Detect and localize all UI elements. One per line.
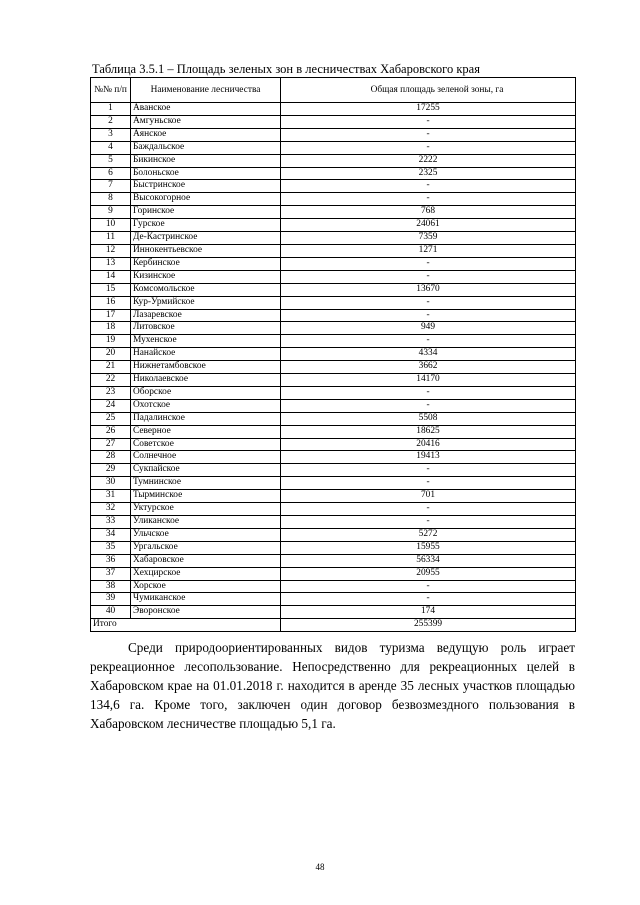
table-row [91,580,576,593]
green-zone-area: - [281,516,576,529]
green-zone-area: 7359 [281,232,576,245]
forestry-name: Ургальское [131,541,281,554]
green-zone-area: 20416 [281,438,576,451]
forestry-name: Высокогорное [131,193,281,206]
forestry-name: Нижнетамбовское [131,361,281,374]
table-row [91,412,576,425]
green-zone-area: - [281,270,576,283]
total-label: Итого [91,619,281,632]
total-area: 255399 [281,619,576,632]
forestry-name: Де-Кастринское [131,232,281,245]
forestry-name: Тырминское [131,490,281,503]
forestry-name: Комсомольское [131,283,281,296]
row-number: 39 [91,593,131,606]
table-row [91,541,576,554]
row-number: 35 [91,541,131,554]
green-zone-area: - [281,180,576,193]
forestry-name: Кизинское [131,270,281,283]
row-number: 20 [91,348,131,361]
table-row [91,283,576,296]
green-zone-area: 949 [281,322,576,335]
forestry-name: Уликанское [131,516,281,529]
green-zone-area: - [281,580,576,593]
green-zone-area: - [281,309,576,322]
page-number: 48 [315,862,325,872]
row-number: 38 [91,580,131,593]
green-zone-area: - [281,128,576,141]
row-number: 21 [91,361,131,374]
forestry-name: Амгуньское [131,115,281,128]
table-row [91,193,576,206]
green-zone-area: 19413 [281,451,576,464]
row-number: 26 [91,425,131,438]
forestry-name: Нанайское [131,348,281,361]
header-area: Общая площадь зеленой зоны, га [281,78,576,103]
green-zone-area: 14170 [281,374,576,387]
header-name: Наименование лесничества [131,78,281,103]
forestry-name: Хорское [131,580,281,593]
table-row [91,270,576,283]
row-number: 8 [91,193,131,206]
forestry-name: Сукпайское [131,464,281,477]
row-number: 22 [91,374,131,387]
table-row [91,257,576,270]
row-number: 12 [91,244,131,257]
green-zone-area: 4334 [281,348,576,361]
forestry-name: Бикинское [131,154,281,167]
table-row [91,503,576,516]
row-number: 14 [91,270,131,283]
green-zone-area: - [281,115,576,128]
table-row [91,103,576,116]
table-row [91,606,576,619]
forestry-name: Оборское [131,386,281,399]
table-row [91,206,576,219]
row-number: 10 [91,219,131,232]
row-number: 25 [91,412,131,425]
forestry-name: Северное [131,425,281,438]
forestry-name: Уктурское [131,503,281,516]
green-zone-area: - [281,503,576,516]
row-number: 31 [91,490,131,503]
forestry-name: Охотское [131,399,281,412]
green-zone-area: - [281,193,576,206]
table-row [91,348,576,361]
forestry-name: Падалинское [131,412,281,425]
green-zones-table [90,77,576,632]
table-row [91,554,576,567]
green-zone-area: 20955 [281,567,576,580]
row-number: 28 [91,451,131,464]
row-number: 33 [91,516,131,529]
green-zone-area: - [281,296,576,309]
forestry-name: Горинское [131,206,281,219]
table-row [91,296,576,309]
row-number: 16 [91,296,131,309]
table-row [91,180,576,193]
row-number: 23 [91,386,131,399]
table-row [91,477,576,490]
table-row [91,322,576,335]
table-row [91,219,576,232]
row-number: 7 [91,180,131,193]
forestry-name: Николаевское [131,374,281,387]
row-number: 9 [91,206,131,219]
table-row [91,593,576,606]
forestry-name: Солнечное [131,451,281,464]
table-row [91,374,576,387]
row-number: 2 [91,115,131,128]
row-number: 6 [91,167,131,180]
green-zone-area: 768 [281,206,576,219]
green-zone-area: 56334 [281,554,576,567]
green-zone-area: 15955 [281,541,576,554]
table-row [91,335,576,348]
green-zone-area: 17255 [281,103,576,116]
green-zone-area: - [281,257,576,270]
row-number: 27 [91,438,131,451]
forestry-name: Мухенское [131,335,281,348]
forestry-name: Кербинское [131,257,281,270]
green-zone-area: 2222 [281,154,576,167]
table-row [91,154,576,167]
green-zone-area: 2325 [281,167,576,180]
forestry-name: Иннокентьевское [131,244,281,257]
row-number: 17 [91,309,131,322]
green-zone-area: - [281,335,576,348]
row-number: 19 [91,335,131,348]
row-number: 5 [91,154,131,167]
table-header-row [91,78,576,103]
table-body [91,103,576,619]
row-number: 30 [91,477,131,490]
row-number: 34 [91,528,131,541]
header-num: №№ п/п [91,78,131,103]
table-caption: Таблица 3.5.1 – Площадь зеленых зон в лесничествах Хабаровского края [92,62,480,76]
forestry-name: Эворонское [131,606,281,619]
table-row [91,232,576,245]
green-zone-area: - [281,386,576,399]
forestry-name: Аванское [131,103,281,116]
forestry-name: Хабаровское [131,554,281,567]
forestry-name: Советское [131,438,281,451]
table-row [91,425,576,438]
green-zone-area: - [281,477,576,490]
green-zone-area: 701 [281,490,576,503]
row-number: 29 [91,464,131,477]
paragraph-text: Среди природоориентированных видов туризма ведущую роль играет рекреационное лесопользование. Непосредственно для рекреационных целей в Хабаровском крае на 01.01.2018 г. находится в аренде 35 лесных участков площадью 134,6 га. Кроме того, заключен один договор безвозмездного пользования в Хабаровском лесничестве площадью 5,1 га. [90,640,575,731]
row-number: 3 [91,128,131,141]
green-zone-area: 5272 [281,528,576,541]
table-row [91,128,576,141]
table-row [91,528,576,541]
green-zone-area: - [281,399,576,412]
forestry-name: Аянское [131,128,281,141]
table-row [91,386,576,399]
forestry-name: Ульчское [131,528,281,541]
table-row [91,399,576,412]
table-row [91,167,576,180]
row-number: 32 [91,503,131,516]
table-row [91,115,576,128]
forestry-name: Гурское [131,219,281,232]
table-row [91,309,576,322]
green-zone-area: - [281,464,576,477]
forestry-name: Быстринское [131,180,281,193]
table-row [91,516,576,529]
table-row [91,438,576,451]
green-zone-area: 13670 [281,283,576,296]
row-number: 36 [91,554,131,567]
row-number: 40 [91,606,131,619]
forestry-name: Баждальское [131,141,281,154]
green-zone-area: 5508 [281,412,576,425]
forestry-name: Чумиканское [131,593,281,606]
row-number: 37 [91,567,131,580]
forestry-name: Болоньское [131,167,281,180]
body-paragraph [90,638,575,733]
table-row [91,451,576,464]
row-number: 15 [91,283,131,296]
table-row [91,141,576,154]
table-row [91,244,576,257]
forestry-name: Литовское [131,322,281,335]
forestry-name: Хехцирское [131,567,281,580]
row-number: 13 [91,257,131,270]
green-zone-area: - [281,593,576,606]
green-zone-area: 3662 [281,361,576,374]
table-row [91,464,576,477]
forestry-name: Кур-Урмийское [131,296,281,309]
forestry-name: Лазаревское [131,309,281,322]
row-number: 24 [91,399,131,412]
row-number: 11 [91,232,131,245]
table-row [91,567,576,580]
green-zone-area: 1271 [281,244,576,257]
forestry-name: Тумнинское [131,477,281,490]
green-zone-area: - [281,141,576,154]
total-row [91,619,576,632]
table-row [91,361,576,374]
green-zone-area: 174 [281,606,576,619]
row-number: 1 [91,103,131,116]
table-row [91,490,576,503]
row-number: 4 [91,141,131,154]
row-number: 18 [91,322,131,335]
green-zone-area: 18625 [281,425,576,438]
green-zone-area: 24061 [281,219,576,232]
